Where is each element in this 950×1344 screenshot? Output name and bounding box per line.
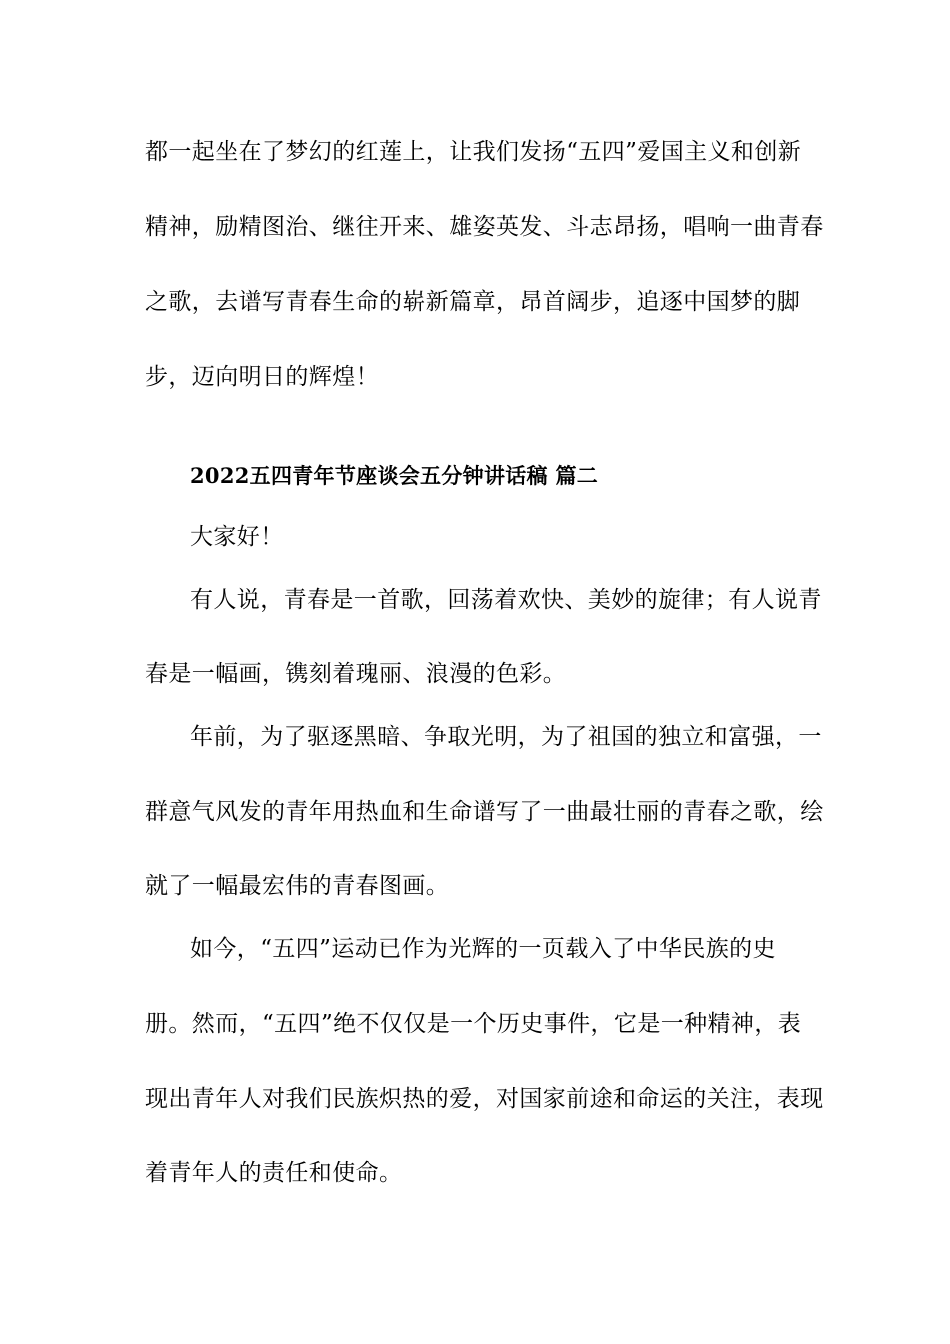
- paragraph-line: 现出青年人对我们民族炽热的爱，对国家前途和命运的关注，表现: [145, 1086, 824, 1112]
- greeting-text: 大家好！: [190, 524, 284, 550]
- paragraph-line: 年前，为了驱逐黑暗、争取光明，为了祖国的独立和富强，一: [190, 724, 822, 750]
- paragraph-line: 精神，励精图治、继往开来、雄姿英发、斗志昂扬，唱响一曲青春: [145, 214, 824, 240]
- paragraph-line: 春是一幅画，镌刻着瑰丽、浪漫的色彩。: [145, 661, 567, 687]
- paragraph-line: 群意气风发的青年用热血和生命谱写了一曲最壮丽的青春之歌，绘: [145, 799, 824, 825]
- paragraph-line: 步，迈向明日的辉煌！: [145, 364, 379, 390]
- paragraph-line: 之歌，去谱写青春生命的崭新篇章，昂首阔步，追逐中国梦的脚: [145, 289, 801, 315]
- paragraph-line: 如今，“五四”运动已作为光辉的一页载入了中华民族的史: [190, 936, 776, 962]
- paragraph-line: 册。然而，“五四”绝不仅仅是一个历史事件，它是一种精神，表: [145, 1011, 802, 1037]
- paragraph-line: 都一起坐在了梦幻的红莲上，让我们发扬“五四”爱国主义和创新: [145, 139, 802, 165]
- paragraph-line: 就了一幅最宏伟的青春图画。: [145, 873, 450, 899]
- paragraph-line: 着青年人的责任和使命。: [145, 1160, 403, 1186]
- paragraph-line: 有人说，青春是一首歌，回荡着欢快、美妙的旋律；有人说青: [190, 587, 822, 613]
- section-heading: 2022五四青年节座谈会五分钟讲话稿 篇二: [190, 463, 599, 488]
